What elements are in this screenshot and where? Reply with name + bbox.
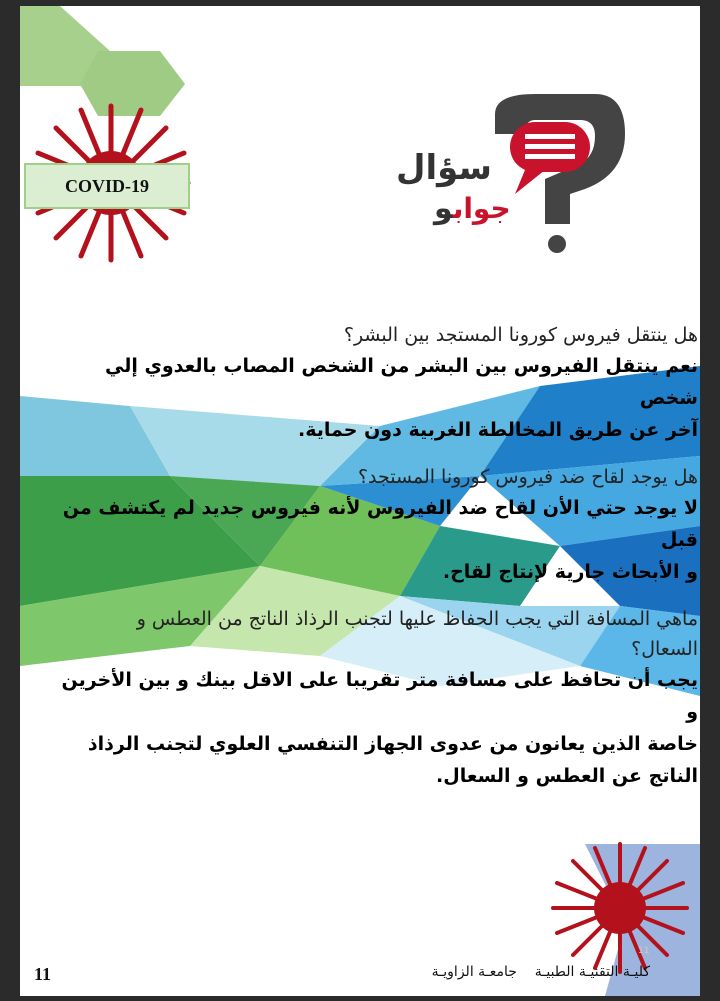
answer-2-line-2: و الأبحاث جارية لإنتاج لقاح. [442,561,698,583]
covid-badge: COVID-19 [24,163,190,209]
qa-block-3 [50,604,698,792]
answer-3-line-3: الناتج عن العطس و السعال. [436,765,698,787]
answer-1-line-1: نعم ينتقل الفيروس بين البشر من الشخص المصاب بالعدوي إلي شخص [104,355,698,409]
document-page [20,6,700,996]
question-1: هل ينتقل فيروس كورونا المستجد بين البشر؟ [343,324,698,346]
page-number: 11 [34,964,52,984]
qa-block-1 [50,320,698,446]
answer-3-line-1: يجب أن تحافظ على مسافة متر تقريبا على الاقل بينك و بين الأخرين و [61,669,698,723]
logo-word-question: سؤال [396,148,492,188]
answer-2-line-1: لا يوجد حتي الأن لقاح ضد الفيروس لأنه فيروس جديد لم يكتشف من قبل [62,497,698,551]
footer-university: جامعـة الزاويـة [431,964,517,980]
question-3-line-2: السعال؟ [631,638,698,660]
qa-block-2 [50,462,698,588]
answer-3-line-2: خاصة الذين يعانون من عدوى الجهاز التنفسي العلوي لتجنب الرذاذ [87,733,698,755]
question-3-line-1: ماهي المسافة التي يجب الحفاظ عليها لتجنب الرذاذ الناتج من العطس و [136,608,698,630]
logo-word-and: و [434,191,453,226]
faint-page-number: 11 [638,946,650,956]
question-2: هل يوجد لقاح ضد فيروس كورونا المستجد؟ [357,466,698,488]
answer-1-line-2: آخر عن طريق المخالطة الغربية دون حماية. [298,419,698,441]
virus-icon-bottom [545,838,695,978]
footer-institution [350,964,650,980]
logo-word-answer: جوابو [434,191,511,226]
footer-college: كليـة التقنيـة الطبيـة [534,964,650,980]
